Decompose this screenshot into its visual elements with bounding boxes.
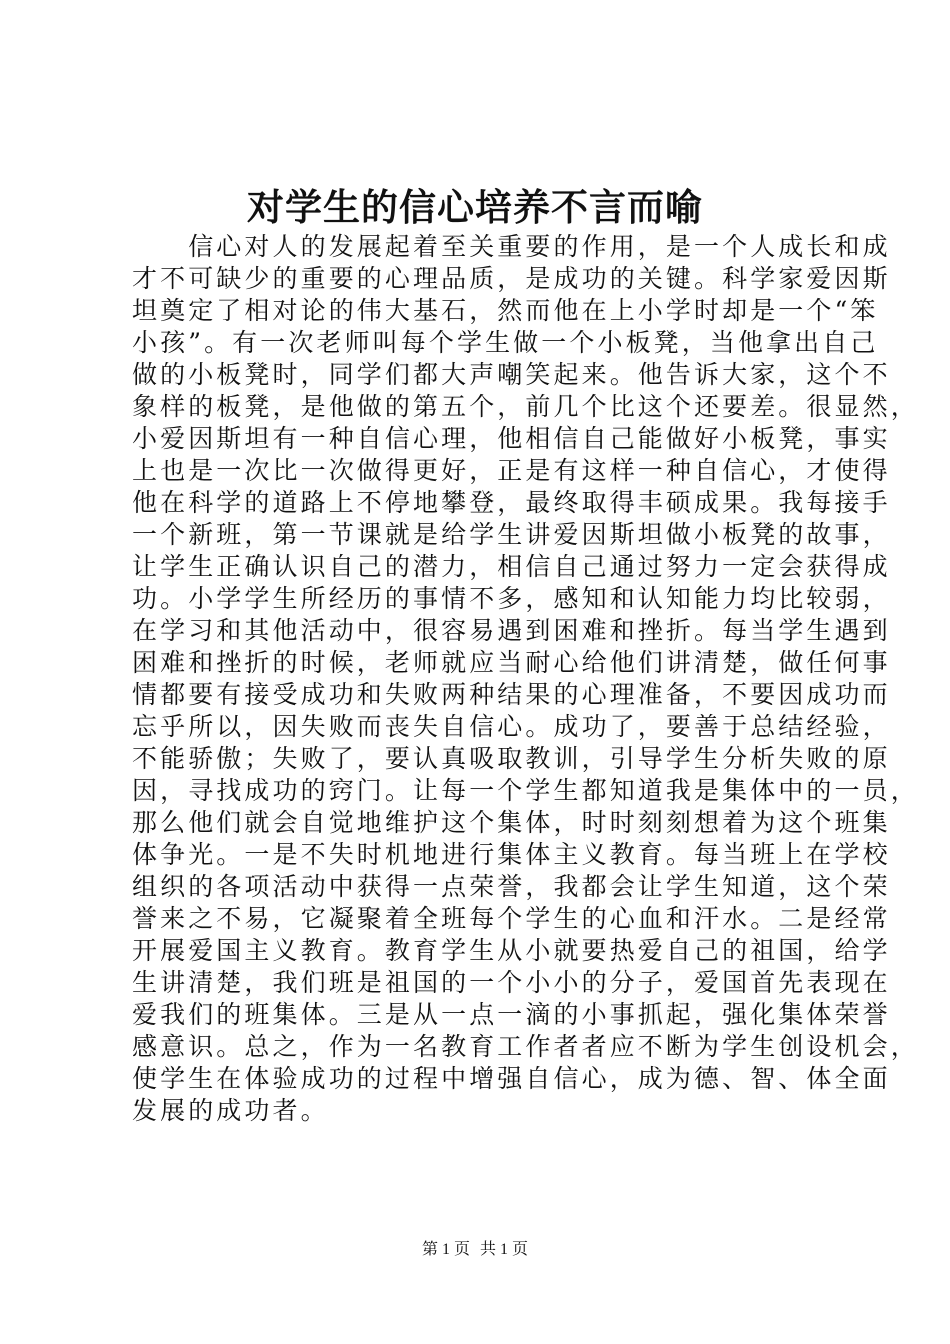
body-line: 使学生在体验成功的过程中增强自信心，成为德、智、体全面 xyxy=(132,1064,891,1093)
body-line: 让学生正确认识自己的潜力，相信自己通过努力一定会获得成 xyxy=(132,552,891,581)
body-line: 忘乎所以，因失败而丧失自信心。成功了，要善于总结经验， xyxy=(132,712,891,741)
body-line: 小孩”。有一次老师叫每个学生做一个小板凳，当他拿出自己 xyxy=(132,328,879,357)
body-line: 组织的各项活动中获得一点荣誉，我都会让学生知道，这个荣 xyxy=(132,872,891,901)
body-line: 象样的板凳，是他做的第五个，前几个比这个还要差。很显然， xyxy=(132,392,919,421)
body-line: 在学习和其他活动中，很容易遇到困难和挫折。每当学生遇到 xyxy=(132,616,891,645)
body-line: 誉来之不易，它凝聚着全班每个学生的心血和汗水。二是经常 xyxy=(132,904,891,933)
body-line: 开展爱国主义教育。教育学生从小就要热爱自己的祖国，给学 xyxy=(132,936,891,965)
document-title: 对学生的信心培养不言而喻 xyxy=(247,185,703,229)
body-line: 困难和挫折的时候，老师就应当耐心给他们讲清楚，做任何事 xyxy=(132,648,891,677)
body-line: 不能骄傲；失败了，要认真吸取教训，引导学生分析失败的原 xyxy=(132,744,891,773)
body-line: 情都要有接受成功和失败两种结果的心理准备，不要因成功而 xyxy=(132,680,891,709)
body-line: 做的小板凳时，同学们都大声嘲笑起来。他告诉大家，这个不 xyxy=(132,360,891,389)
body-line: 生讲清楚，我们班是祖国的一个小小的分子，爱国首先表现在 xyxy=(132,968,891,997)
body-line: 上也是一次比一次做得更好，正是有这样一种自信心，才使得 xyxy=(132,456,891,485)
body-line: 小爱因斯坦有一种自信心理，他相信自己能做好小板凳，事实 xyxy=(132,424,891,453)
body-line: 坦奠定了相对论的伟大基石，然而他在上小学时却是一个“笨 xyxy=(132,296,879,325)
body-line: 爱我们的班集体。三是从一点一滴的小事抓起，强化集体荣誉 xyxy=(132,1000,891,1029)
page-total: 共 1 页 xyxy=(480,1241,529,1258)
body-line: 一个新班，第一节课就是给学生讲爱因斯坦做小板凳的故事， xyxy=(132,520,891,549)
page-footer xyxy=(0,1240,950,1260)
body-line: 体争光。一是不失时机地进行集体主义教育。每当班上在学校 xyxy=(132,840,891,869)
page-number: 第 1 页 xyxy=(421,1241,470,1258)
body-line: 功。小学学生所经历的事情不多，感知和认知能力均比较弱， xyxy=(132,584,891,613)
body-line: 发展的成功者。 xyxy=(132,1096,329,1125)
body-line: 才不可缺少的重要的心理品质，是成功的关键。科学家爱因斯 xyxy=(132,264,891,293)
body-line: 信心对人的发展起着至关重要的作用，是一个人成长和成 xyxy=(132,232,891,261)
body-line: 那么他们就会自觉地维护这个集体，时时刻刻想着为这个班集 xyxy=(132,808,891,837)
body-line: 感意识。总之，作为一名教育工作者者应不断为学生创设机会， xyxy=(132,1032,919,1061)
body-line: 因，寻找成功的窍门。让每一个学生都知道我是集体中的一员， xyxy=(132,776,919,805)
body-line: 他在科学的道路上不停地攀登，最终取得丰硕成果。我每接手 xyxy=(132,488,891,517)
